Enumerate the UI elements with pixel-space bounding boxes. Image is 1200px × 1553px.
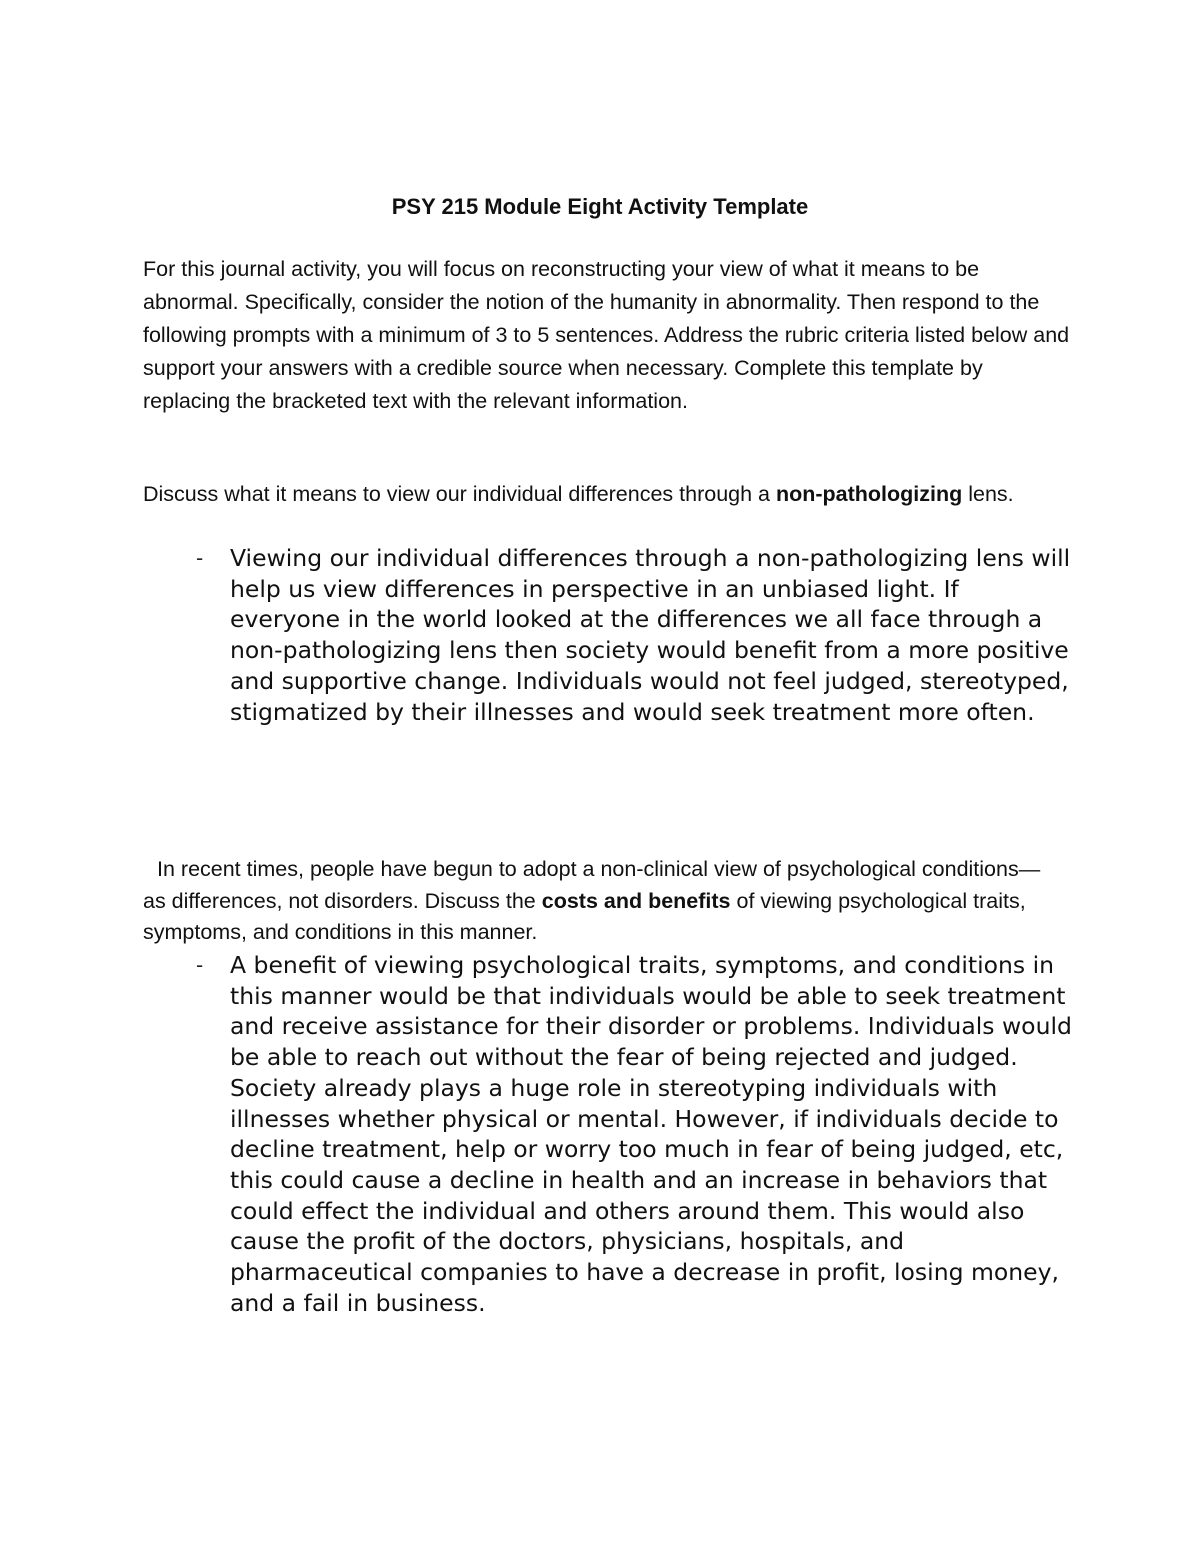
bullet-dash: - [196, 546, 204, 570]
answer-1-text: Viewing our individual differences through a non-pathologizing lens will help us view differences in perspective in an unbiased light. If everyone in the world looked at the differences we all face through a non-pathologizing lens then society would benefit from a more positive and supportive change. Individuals would not feel judged, stereotyped, stigmatized by their illnesses and would seek treatment more often. [230, 544, 1071, 726]
prompt-2-text: In recent times, people have begun to adopt a non-clinical view of psychological conditions—as differences, not disorders. Discuss the [143, 857, 1041, 913]
answer-1 [196, 543, 1076, 727]
intro-paragraph: For this journal activity, you will focus on reconstructing your view of what it means to be abnormal. Specifically, consider the notion of the humanity in abnormality. Then respond to the following prompts with a minimum of 3 to 5 sentences. Address the rubric criteria listed below and support your answers with a credible source when necessary. Complete this template by replacing the bracketed text with the relevant information. [143, 257, 1070, 413]
prompt-1-text-end: lens. [962, 482, 1014, 506]
document-title: PSY 215 Module Eight Activity Template [391, 194, 809, 219]
prompt-2-bold: costs and benefits [541, 888, 731, 913]
prompt-1-bold: non-pathologizing [775, 482, 963, 506]
prompt-2 [143, 854, 1043, 949]
prompt-2-text-end: of viewing psychological traits, symptoms, and conditions in this manner. [143, 888, 1026, 944]
bullet-dash: - [196, 953, 204, 977]
prompt-1-text: Discuss what it means to view our individual differences through a [143, 482, 776, 506]
answer-2 [196, 950, 1076, 1318]
answer-2-text: A benefit of viewing psychological traits, symptoms, and conditions in this manner would be that individuals would be able to seek treatment and receive assistance for their disorder or problems. Individuals would be able to reach out without the fear of being rejected and judged. Society already plays a huge role in stereotyping individuals with illnesses whether physical or mental. However, if individuals decide to decline treatment, help or worry too much in fear of being judged, etc, this could cause a decline in health and an increase in behaviors that could effect the individual and others around them. This would also cause the profit of the doctors, physicians, hospitals, and pharmaceutical companies to have a decrease in profit, losing money, and a fail in business. [230, 951, 1072, 1317]
prompt-1 [143, 479, 1023, 511]
